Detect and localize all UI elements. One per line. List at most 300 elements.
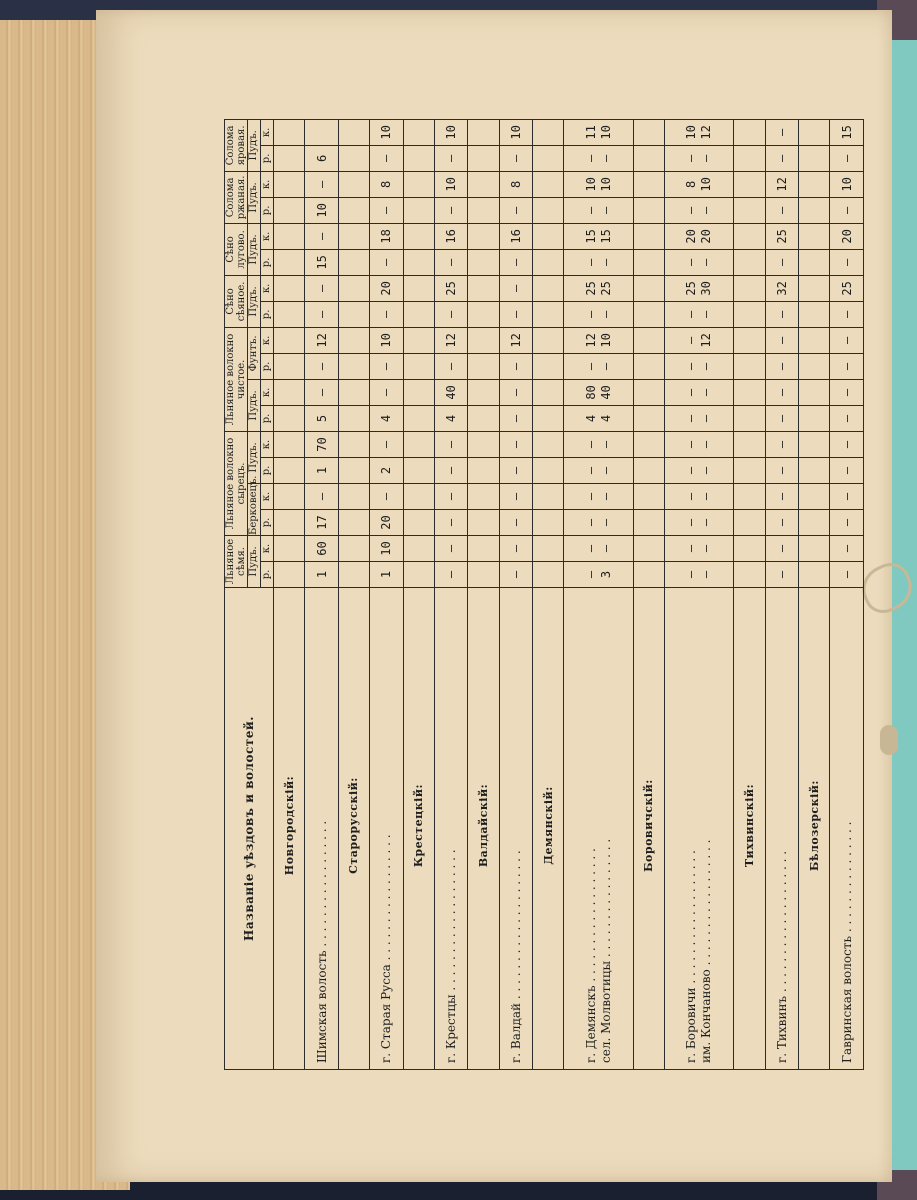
place-name: г. Боровичи . . . . . . . . . . . . . . . . . .	[684, 850, 699, 1063]
value-cell	[305, 119, 339, 145]
empty-cell	[403, 431, 434, 457]
value-cell: 4	[583, 414, 598, 423]
empty-cell	[274, 483, 305, 509]
value-cell: —	[765, 379, 799, 405]
empty-cell	[799, 197, 830, 223]
value-cell: 40	[598, 385, 613, 400]
value-cell: 10	[305, 197, 339, 223]
value-cell: —	[765, 483, 799, 509]
place-name: сел. Молвотицы . . . . . . . . . . . . . . . .	[598, 838, 613, 1063]
place-name: Шимская волость . . . . . . . . . . . . . . . . .	[305, 588, 339, 1070]
value-cell-stack	[564, 301, 633, 327]
value-cell: 3	[598, 570, 613, 579]
empty-cell	[734, 301, 765, 327]
value-cell: 11	[583, 125, 598, 140]
value-cell: —	[684, 362, 699, 371]
empty-cell	[338, 171, 369, 197]
empty-cell	[799, 145, 830, 171]
empty-cell	[734, 562, 765, 588]
value-cell: —	[830, 457, 864, 483]
empty-cell	[533, 353, 564, 379]
value-cell: 10	[598, 125, 613, 140]
subcolumn-label: к.	[261, 223, 274, 249]
value-cell-stack	[564, 249, 633, 275]
value-cell: 16	[434, 223, 468, 249]
empty-cell	[799, 535, 830, 561]
value-cell: —	[699, 388, 714, 397]
value-cell: 4	[598, 414, 613, 423]
empty-cell	[799, 353, 830, 379]
empty-cell	[533, 535, 564, 561]
value-cell: —	[765, 327, 799, 353]
unit-label: Пудъ.	[248, 431, 261, 483]
value-cell: 80	[583, 385, 598, 400]
empty-cell	[274, 275, 305, 301]
value-cell-stack	[665, 145, 734, 171]
value-cell: —	[598, 544, 613, 553]
empty-cell	[799, 379, 830, 405]
uezd-row	[468, 119, 499, 1069]
value-cell: 10	[370, 535, 404, 561]
value-cell: 30	[699, 281, 714, 296]
empty-cell	[468, 197, 499, 223]
column-title: Солома яровая.	[225, 119, 248, 171]
empty-cell	[533, 509, 564, 535]
empty-cell	[338, 509, 369, 535]
value-cell: 25	[598, 281, 613, 296]
value-cell-stack	[665, 379, 734, 405]
place-name: г. Валдай . . . . . . . . . . . . . . . . . . . .	[499, 588, 533, 1070]
place-name: Гавринская волость . . . . . . . . . . . . . . .	[830, 588, 864, 1070]
value-cell: 15	[583, 229, 598, 244]
value-cell: 15	[830, 119, 864, 145]
value-cell: —	[830, 431, 864, 457]
empty-cell	[633, 249, 664, 275]
value-cell: —	[598, 492, 613, 501]
value-cell: —	[499, 535, 533, 561]
empty-cell	[274, 145, 305, 171]
empty-cell	[734, 483, 765, 509]
empty-cell	[403, 457, 434, 483]
value-cell: —	[434, 535, 468, 561]
value-cell: —	[684, 544, 699, 553]
unit-label: Берковецъ.	[248, 475, 259, 535]
empty-cell	[799, 223, 830, 249]
value-cell: —	[499, 301, 533, 327]
value-cell: —	[765, 405, 799, 431]
table-row	[305, 119, 339, 1069]
empty-cell	[338, 327, 369, 353]
value-cell: —	[830, 379, 864, 405]
empty-cell	[403, 171, 434, 197]
empty-cell	[734, 431, 765, 457]
unit-label: Пудъ.	[248, 535, 261, 587]
value-cell: 12	[765, 171, 799, 197]
value-cell: —	[830, 353, 864, 379]
value-cell: 12	[305, 327, 339, 353]
value-cell: —	[583, 206, 598, 215]
value-cell: —	[765, 509, 799, 535]
subcolumn-label: к.	[261, 327, 274, 353]
value-cell: —	[699, 570, 714, 579]
value-cell-stack	[665, 119, 734, 145]
value-cell: 20	[684, 229, 699, 244]
empty-cell	[734, 405, 765, 431]
value-cell: 25	[765, 223, 799, 249]
empty-cell	[468, 301, 499, 327]
value-cell-stack	[665, 223, 734, 249]
subcolumn-label: к.	[261, 379, 274, 405]
subcolumn-label: к.	[261, 431, 274, 457]
value-cell-stack	[564, 405, 633, 431]
value-cell: —	[830, 249, 864, 275]
uezd-row	[274, 119, 305, 1069]
subcolumn-label: р.	[261, 249, 274, 275]
empty-cell	[274, 509, 305, 535]
empty-cell	[799, 327, 830, 353]
empty-cell	[338, 301, 369, 327]
data-table-rotated	[224, 120, 864, 1070]
empty-cell	[734, 275, 765, 301]
unit-label: Пудъ.	[248, 275, 261, 327]
value-cell-stack	[564, 562, 633, 588]
uezd-name: Новгородскій:	[274, 588, 305, 1070]
value-cell: —	[370, 301, 404, 327]
value-cell: —	[499, 379, 533, 405]
empty-cell	[403, 119, 434, 145]
empty-cell	[403, 327, 434, 353]
empty-cell	[274, 353, 305, 379]
value-cell-stack	[665, 327, 734, 353]
value-cell: —	[305, 275, 339, 301]
value-cell: 70	[305, 431, 339, 457]
empty-cell	[338, 223, 369, 249]
value-cell: —	[434, 562, 468, 588]
value-cell: 40	[434, 379, 468, 405]
empty-cell	[403, 249, 434, 275]
value-cell: —	[830, 483, 864, 509]
value-cell: —	[370, 353, 404, 379]
value-cell: 15	[598, 229, 613, 244]
value-cell: —	[684, 440, 699, 449]
empty-cell	[403, 562, 434, 588]
value-cell: —	[583, 544, 598, 553]
value-cell: —	[598, 362, 613, 371]
value-cell: —	[499, 197, 533, 223]
value-cell-stack	[665, 353, 734, 379]
empty-cell	[734, 249, 765, 275]
value-cell: 12	[699, 333, 714, 348]
empty-cell	[633, 171, 664, 197]
value-cell: —	[765, 431, 799, 457]
empty-cell	[533, 171, 564, 197]
value-cell-stack	[564, 223, 633, 249]
empty-cell	[338, 457, 369, 483]
value-cell-stack	[564, 171, 633, 197]
value-cell: —	[684, 310, 699, 319]
empty-cell	[533, 249, 564, 275]
value-cell: 6	[305, 145, 339, 171]
value-cell: —	[370, 197, 404, 223]
value-cell: 60	[305, 535, 339, 561]
value-cell: —	[830, 509, 864, 535]
column-title: Льняное волокно чистое.	[225, 327, 248, 431]
empty-cell	[468, 145, 499, 171]
value-cell-stack	[665, 457, 734, 483]
value-cell: —	[434, 301, 468, 327]
empty-cell	[799, 431, 830, 457]
value-cell: 10	[434, 171, 468, 197]
value-cell: —	[699, 154, 714, 163]
empty-cell	[338, 275, 369, 301]
unit-label: Пудъ.	[248, 223, 261, 275]
empty-cell	[799, 275, 830, 301]
uezd-row	[734, 119, 765, 1069]
value-cell: —	[699, 492, 714, 501]
value-cell-stack	[564, 457, 633, 483]
value-cell: 20	[370, 509, 404, 535]
value-cell: —	[598, 518, 613, 527]
empty-cell	[799, 509, 830, 535]
value-cell: 10	[830, 171, 864, 197]
empty-cell	[403, 483, 434, 509]
empty-cell	[468, 171, 499, 197]
value-cell: —	[499, 431, 533, 457]
value-cell: —	[499, 483, 533, 509]
value-cell: —	[765, 457, 799, 483]
value-cell: —	[583, 362, 598, 371]
empty-cell	[633, 535, 664, 561]
empty-cell	[274, 223, 305, 249]
place-name: г. Демянскъ . . . . . . . . . . . . . . . . . .	[583, 848, 598, 1063]
empty-cell	[338, 405, 369, 431]
empty-cell	[533, 431, 564, 457]
empty-cell	[274, 327, 305, 353]
empty-cell	[533, 301, 564, 327]
value-cell: 10	[598, 333, 613, 348]
value-cell: —	[434, 457, 468, 483]
value-cell: 12	[583, 333, 598, 348]
empty-cell	[633, 145, 664, 171]
value-cell: —	[434, 197, 468, 223]
value-cell: —	[684, 492, 699, 501]
subcolumn-label: р.	[261, 197, 274, 223]
value-cell: —	[699, 466, 714, 475]
table-row	[765, 119, 799, 1069]
empty-cell	[468, 562, 499, 588]
subcolumn-label: р.	[261, 509, 274, 535]
value-cell-stack	[564, 145, 633, 171]
value-cell: —	[499, 145, 533, 171]
value-cell: 10	[684, 125, 699, 140]
value-cell-stack	[564, 535, 633, 561]
unit-label: Пудъ.	[248, 119, 261, 171]
value-cell: —	[699, 518, 714, 527]
empty-cell	[633, 119, 664, 145]
value-cell: —	[583, 466, 598, 475]
empty-cell	[468, 431, 499, 457]
value-cell: —	[305, 171, 339, 197]
value-cell: 10	[699, 177, 714, 192]
empty-cell	[403, 353, 434, 379]
value-cell: 4	[370, 405, 404, 431]
value-cell: —	[305, 483, 339, 509]
empty-cell	[274, 562, 305, 588]
value-cell: —	[830, 145, 864, 171]
empty-cell	[403, 275, 434, 301]
value-cell: —	[434, 249, 468, 275]
value-cell: 4	[434, 405, 468, 431]
value-cell: —	[370, 379, 404, 405]
empty-cell	[734, 457, 765, 483]
data-table	[224, 119, 864, 1070]
value-cell: —	[598, 206, 613, 215]
table-row	[434, 119, 468, 1069]
empty-cell	[734, 171, 765, 197]
value-cell: —	[583, 310, 598, 319]
value-cell: —	[598, 154, 613, 163]
value-cell-stack	[564, 327, 633, 353]
empty-cell	[468, 405, 499, 431]
value-cell: —	[684, 414, 699, 423]
empty-cell	[403, 301, 434, 327]
uezd-name: Крестецкій:	[403, 588, 434, 1070]
value-cell: 25	[583, 281, 598, 296]
value-cell: 2	[370, 457, 404, 483]
empty-cell	[533, 119, 564, 145]
empty-cell	[633, 197, 664, 223]
empty-cell	[799, 171, 830, 197]
empty-cell	[468, 275, 499, 301]
value-cell-stack	[665, 301, 734, 327]
value-cell: —	[583, 518, 598, 527]
value-cell: 16	[499, 223, 533, 249]
empty-cell	[799, 457, 830, 483]
value-cell: —	[699, 414, 714, 423]
table-row	[564, 119, 633, 1069]
empty-cell	[468, 119, 499, 145]
value-cell: —	[499, 405, 533, 431]
value-cell: 12	[499, 327, 533, 353]
uezd-name: Демянскій:	[533, 588, 564, 1070]
column-title: Сѣно сѣяное.	[225, 275, 248, 327]
value-cell: —	[583, 440, 598, 449]
value-cell-stack	[564, 509, 633, 535]
value-cell: —	[765, 119, 799, 145]
value-cell: —	[765, 197, 799, 223]
value-cell: —	[305, 353, 339, 379]
empty-cell	[734, 223, 765, 249]
empty-cell	[274, 197, 305, 223]
empty-cell	[274, 535, 305, 561]
value-cell: —	[699, 310, 714, 319]
column-title: Льняное волокно сырецъ.	[225, 431, 248, 535]
table-row	[830, 119, 864, 1069]
value-cell: —	[684, 258, 699, 267]
value-cell: —	[830, 301, 864, 327]
subcolumn-label: р.	[261, 457, 274, 483]
column-title: Солома ржаная.	[225, 171, 248, 223]
subcolumn-label: р.	[261, 353, 274, 379]
empty-cell	[403, 379, 434, 405]
value-cell: —	[305, 301, 339, 327]
empty-cell	[533, 405, 564, 431]
value-cell: 12	[434, 327, 468, 353]
empty-cell	[338, 119, 369, 145]
subcolumn-label: к.	[261, 119, 274, 145]
empty-cell	[338, 535, 369, 561]
column-title: Сѣно лугово.	[225, 223, 248, 275]
value-cell: —	[699, 544, 714, 553]
empty-cell	[633, 405, 664, 431]
unit-label: Фунтъ.	[248, 327, 261, 379]
uezd-name: Тихвинскій:	[734, 588, 765, 1070]
value-cell: —	[684, 336, 699, 345]
empty-cell	[533, 562, 564, 588]
empty-cell	[633, 327, 664, 353]
value-cell: 10	[499, 119, 533, 145]
value-cell: 8	[499, 171, 533, 197]
value-cell: —	[499, 562, 533, 588]
empty-cell	[468, 509, 499, 535]
value-cell: —	[684, 466, 699, 475]
value-cell: —	[684, 154, 699, 163]
empty-cell	[274, 431, 305, 457]
uezd-row	[338, 119, 369, 1069]
value-cell: —	[765, 353, 799, 379]
value-cell: —	[583, 154, 598, 163]
value-cell: —	[434, 509, 468, 535]
value-cell: —	[583, 258, 598, 267]
value-cell-stack	[665, 431, 734, 457]
place-name: г. Крестцы . . . . . . . . . . . . . . . . . . .	[434, 588, 468, 1070]
value-cell: 8	[684, 180, 699, 189]
empty-cell	[274, 405, 305, 431]
empty-cell	[533, 223, 564, 249]
empty-cell	[403, 223, 434, 249]
value-cell-stack	[665, 509, 734, 535]
value-cell: —	[765, 562, 799, 588]
subcolumn-label: р.	[261, 145, 274, 171]
value-cell-stack	[564, 483, 633, 509]
value-cell-stack	[564, 379, 633, 405]
value-cell: —	[434, 431, 468, 457]
empty-cell	[633, 301, 664, 327]
value-cell: 20	[370, 275, 404, 301]
empty-cell	[734, 145, 765, 171]
value-cell-stack	[665, 275, 734, 301]
subcolumn-label: р.	[261, 562, 274, 588]
value-cell: —	[499, 249, 533, 275]
empty-cell	[533, 197, 564, 223]
empty-cell	[633, 483, 664, 509]
empty-cell	[533, 379, 564, 405]
empty-cell	[338, 379, 369, 405]
value-cell: 32	[765, 275, 799, 301]
empty-cell	[633, 223, 664, 249]
value-cell: 10	[434, 119, 468, 145]
value-cell: —	[370, 145, 404, 171]
uezd-name: Бѣлозерскій:	[799, 588, 830, 1070]
empty-cell	[274, 379, 305, 405]
subcolumn-label: р.	[261, 301, 274, 327]
empty-cell	[734, 197, 765, 223]
value-cell: —	[370, 431, 404, 457]
value-cell: —	[699, 206, 714, 215]
empty-cell	[633, 431, 664, 457]
value-cell: —	[830, 535, 864, 561]
header-title: Названіе уѣздовъ и волостей.	[225, 588, 274, 1070]
